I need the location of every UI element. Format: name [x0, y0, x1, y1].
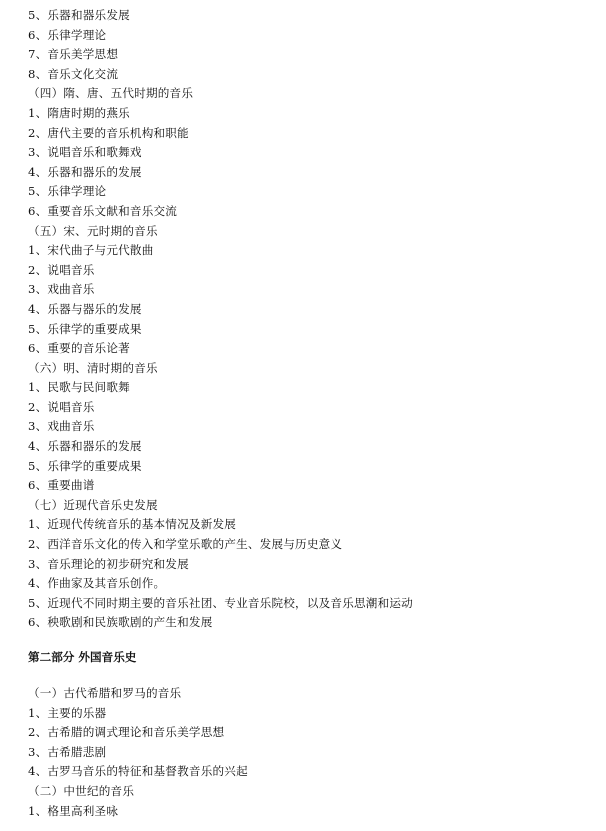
outline-item: 1、宋代曲子与元代散曲 — [28, 243, 154, 258]
outline-item: 5、乐律学的重要成果 — [28, 458, 142, 473]
outline-item: 3、古希腊悲剧 — [28, 744, 107, 759]
outline-item: 6、秧歌剧和民族歌剧的产生和发展 — [28, 615, 213, 630]
outline-item: 5、乐律学理论 — [28, 184, 107, 199]
outline-item: 4、乐器与器乐的发展 — [28, 301, 142, 316]
outline-item: 6、重要音乐文献和音乐交流 — [28, 203, 178, 218]
outline-item: 3、戏曲音乐 — [28, 419, 95, 434]
outline-item: 2、唐代主要的音乐机构和职能 — [28, 125, 189, 140]
outline-item: 3、说唱音乐和歌舞戏 — [28, 145, 142, 160]
outline-item: 6、重要的音乐论著 — [28, 341, 130, 356]
outline-item: 1、主要的乐器 — [28, 705, 107, 720]
outline-item: 4、乐器和器乐的发展 — [28, 164, 142, 179]
outline-item: 5、乐律学的重要成果 — [28, 321, 142, 336]
outline-heading: （五）宋、元时期的音乐 — [28, 223, 158, 238]
outline-item: 4、作曲家及其音乐创作。 — [28, 576, 166, 591]
outline-item: 5、近现代不同时期主要的音乐社团、专业音乐院校，以及音乐思潮和运动 — [28, 595, 413, 610]
outline-section-foreign-music — [28, 684, 606, 821]
outline-item: 2、说唱音乐 — [28, 262, 95, 277]
outline-item: 3、戏曲音乐 — [28, 282, 95, 297]
outline-item: 6、乐律学理论 — [28, 27, 107, 42]
part-two-title: 第二部分 外国音乐史 — [28, 650, 137, 664]
outline-item: 1、隋唐时期的燕乐 — [28, 105, 130, 120]
outline-item: 2、古希腊的调式理论和音乐美学思想 — [28, 725, 225, 740]
outline-heading: （一）古代希腊和罗马的音乐 — [28, 686, 182, 700]
outline-heading: （四）隋、唐、五代时期的音乐 — [28, 86, 194, 101]
outline-heading: （七）近现代音乐史发展 — [28, 497, 158, 512]
outline-section-chinese-music — [28, 6, 606, 633]
outline-item: 7、音乐美学思想 — [28, 47, 119, 62]
outline-item: 8、音乐文化交流 — [28, 66, 119, 81]
outline-item: 1、近现代传统音乐的基本情况及新发展 — [28, 517, 237, 532]
outline-item: 4、古罗马音乐的特征和基督教音乐的兴起 — [28, 764, 248, 779]
outline-item: 5、乐器和器乐发展 — [28, 8, 130, 22]
outline-item: 2、西洋音乐文化的传入和学堂乐歌的产生、发展与历史意义 — [28, 537, 343, 552]
outline-item: 3、音乐理论的初步研究和发展 — [28, 556, 189, 571]
outline-item: 2、说唱音乐 — [28, 399, 95, 414]
outline-heading: （二）中世纪的音乐 — [28, 783, 135, 798]
outline-item: 1、民歌与民间歌舞 — [28, 380, 130, 395]
outline-heading: （六）明、清时期的音乐 — [28, 360, 158, 375]
outline-item: 4、乐器和器乐的发展 — [28, 439, 142, 454]
outline-item: 6、重要曲谱 — [28, 478, 95, 493]
outline-item: 1、格里高利圣咏 — [28, 803, 119, 818]
